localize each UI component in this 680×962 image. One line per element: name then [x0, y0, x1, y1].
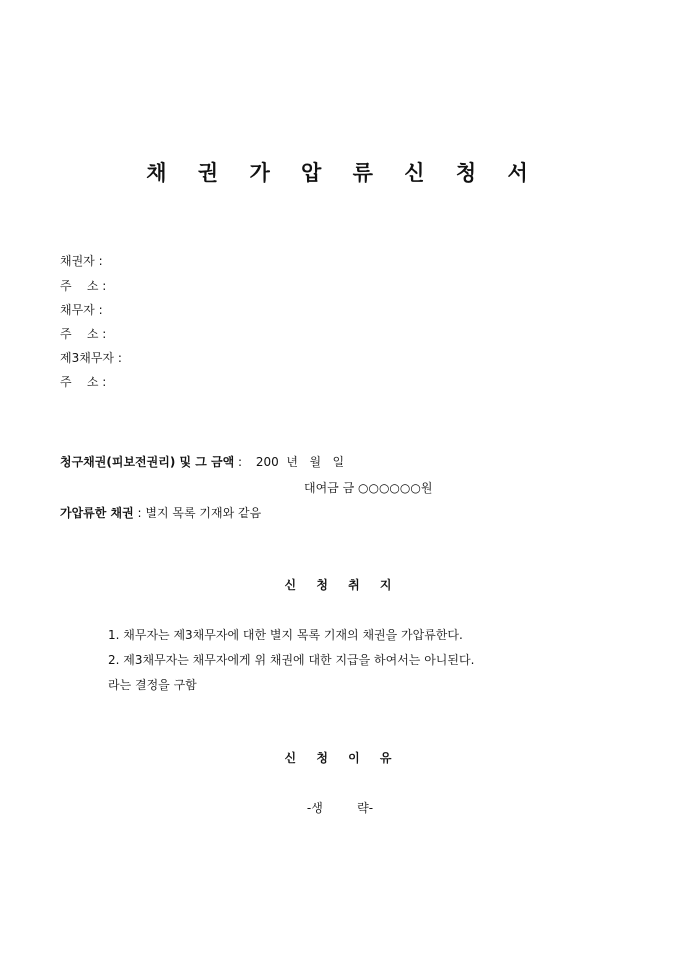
purpose-heading: 신 청 취 지: [284, 578, 400, 592]
debtor-label: 채무자: [60, 303, 95, 317]
debtor-address-label: 주 소: [60, 327, 99, 341]
purpose-item-1: 1. 채무자는 제3채무자에 대한 별지 목록 기재의 채권을 가압류한다.: [108, 628, 463, 642]
creditor-row: [60, 253, 103, 269]
purpose-closing: 라는 결정을 구함: [108, 678, 197, 692]
third-debtor-colon: :: [114, 351, 122, 365]
debtor-address-colon: :: [98, 327, 107, 341]
seized-claim-value: 별지 목록 기재와 같음: [145, 506, 262, 520]
claim-amount: 대여금 금 ○○○○○○원: [304, 481, 433, 495]
debtor-colon: :: [94, 303, 103, 317]
third-debtor-label: 제3채무자: [60, 351, 115, 365]
claim-row: [60, 454, 344, 470]
claim-label: 청구채권(피보전권리) 및 그 금액: [60, 455, 235, 469]
claim-colon: :: [234, 455, 243, 469]
reason-body: -생 략-: [306, 801, 374, 815]
creditor-address-row: [60, 278, 106, 294]
purpose-item-2: 2. 제3채무자는 채무자에게 위 채권에 대한 지급을 하여서는 아니된다.: [108, 653, 475, 667]
third-debtor-row: [60, 350, 122, 366]
third-debtor-address-row: [60, 374, 106, 390]
third-debtor-address-colon: :: [98, 375, 107, 389]
reason-heading: 신 청 이 유: [284, 751, 400, 765]
seized-claim-row: [60, 505, 261, 521]
debtor-address-row: [60, 326, 106, 342]
seized-claim-label: 가압류한 채권: [60, 506, 134, 520]
seized-claim-colon: :: [133, 506, 142, 520]
creditor-label: 채권자: [60, 254, 95, 268]
third-debtor-address-label: 주 소: [60, 375, 99, 389]
creditor-address-colon: :: [98, 279, 107, 293]
debtor-row: [60, 302, 103, 318]
document-title: 채 권 가 압 류 신 청 서: [146, 160, 540, 185]
creditor-colon: :: [94, 254, 103, 268]
claim-date: 200 년 월 일: [255, 455, 345, 469]
creditor-address-label: 주 소: [60, 279, 99, 293]
